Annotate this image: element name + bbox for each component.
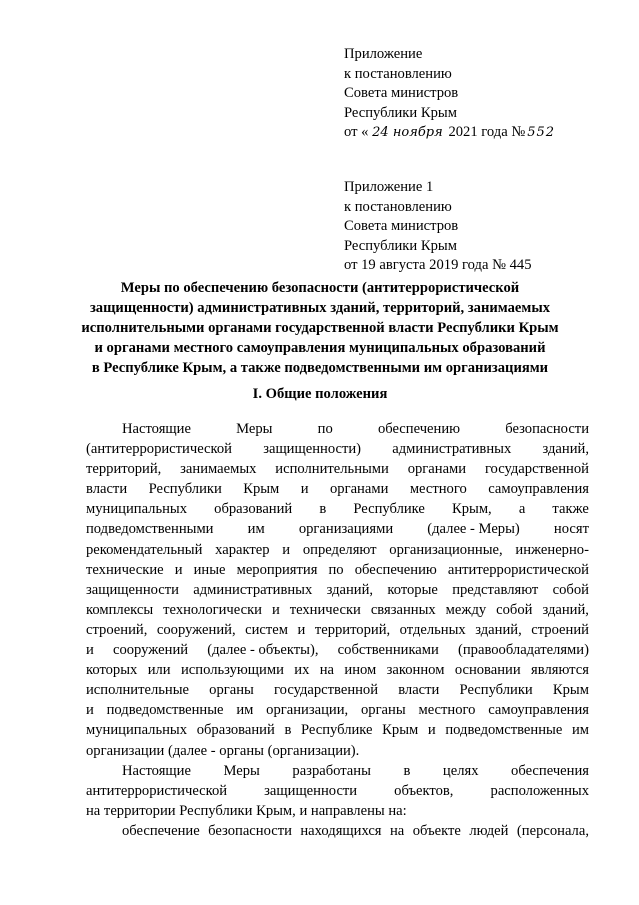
body-word: государственной <box>274 682 379 699</box>
body-word: связанных <box>370 601 436 618</box>
body-word: Крым <box>552 682 589 699</box>
body-word: и <box>86 642 94 659</box>
body-word: определяют <box>302 541 377 558</box>
body-word: им <box>247 521 265 538</box>
body-word: образований <box>196 722 275 739</box>
section-heading: I. Общие положения <box>252 386 388 402</box>
body-word: мероприятия <box>236 561 318 578</box>
handwritten-date: 24 ноября <box>372 125 443 141</box>
body-word: по <box>328 561 344 578</box>
body-word: административных <box>392 441 512 458</box>
body-line <box>86 822 589 842</box>
body-line <box>86 541 589 561</box>
appendix-line: Совета министров <box>344 85 459 102</box>
body-word: в <box>403 762 411 779</box>
body-word: представляют <box>452 581 539 598</box>
body-word: а <box>518 501 526 518</box>
body-line <box>86 661 589 681</box>
appendix-line: Приложение <box>344 46 423 62</box>
body-word: объекте <box>412 822 461 839</box>
body-word: безопасности <box>208 822 292 839</box>
body-line <box>86 762 589 782</box>
body-word: муниципальных <box>86 501 188 518</box>
body-word: организационные, <box>389 541 503 558</box>
body-word: между <box>445 601 487 618</box>
body-word: находящихся <box>300 822 382 839</box>
body-word: на <box>389 822 405 839</box>
body-word: комплексы <box>86 601 154 618</box>
body-word: технически <box>289 601 361 618</box>
body-word: защищенности <box>264 782 358 799</box>
appendix-line: Приложение 1 <box>344 179 434 195</box>
body-word: образований <box>214 501 293 518</box>
original-appendix-header <box>344 178 634 276</box>
body-word: зданий, <box>475 621 522 638</box>
body-line <box>86 601 589 621</box>
body-word: обеспечение <box>122 822 200 839</box>
body-word: и <box>271 601 280 618</box>
body-word: органами <box>329 481 389 498</box>
body-word: подведомственные <box>445 722 563 739</box>
body-word: собой <box>552 581 589 598</box>
body-line <box>86 721 589 741</box>
body-word: и <box>282 541 291 558</box>
body-word: также <box>552 501 589 518</box>
body-word: и <box>174 561 183 578</box>
body-line <box>86 621 589 641</box>
body-word: которых <box>86 662 138 679</box>
body-word: муниципальных <box>86 722 188 739</box>
body-word: им <box>236 702 254 719</box>
appendix-line: к постановлению <box>344 65 452 82</box>
body-word: Меры <box>223 762 260 779</box>
body-line <box>86 701 589 721</box>
appendix-line: Республики Крым <box>344 237 457 254</box>
body-word: и <box>427 722 436 739</box>
body-word: на <box>319 662 335 679</box>
body-word: защищенности <box>86 581 179 598</box>
body-word: обеспечению <box>354 561 437 578</box>
body-word: (далее - Меры) <box>427 521 520 538</box>
body-word: зданий, <box>542 601 589 618</box>
body-word: исполнительные <box>86 682 189 699</box>
title-line: и органами местного самоуправления муниципальных образований <box>94 340 546 357</box>
body-line <box>86 641 589 661</box>
body-word: основании <box>454 662 521 679</box>
body-word: (персонала, <box>516 822 589 839</box>
body-word: самоуправления <box>488 481 589 498</box>
body-word: в <box>319 501 327 518</box>
body-word: безопасности <box>505 421 589 437</box>
body-word: органами <box>407 461 467 478</box>
body-word: Республике <box>301 722 373 739</box>
document-title <box>20 278 620 378</box>
body-word: обеспечения <box>511 762 589 779</box>
body-word: самоуправления <box>488 702 589 719</box>
body-word: (антитеррористической <box>86 441 232 458</box>
body-word: (правообладателями) <box>458 642 589 659</box>
handwritten-number: 552 <box>527 125 556 141</box>
body-word: объектов, <box>394 782 454 799</box>
appendix-line: Республики Крым <box>344 104 457 121</box>
title-line: исполнительными органами государственной власти Республики Крым <box>81 320 559 337</box>
body-word: власти <box>86 481 128 498</box>
body-line <box>86 561 589 581</box>
body-word: обеспечению <box>377 421 461 437</box>
body-line <box>86 440 589 460</box>
body-word: сооружений <box>112 642 189 659</box>
body-word: административных <box>193 581 313 598</box>
body-word: ином <box>344 662 377 679</box>
body-word: и <box>300 481 309 498</box>
body-word: организациями <box>298 521 394 538</box>
body-line <box>86 742 589 762</box>
title-line: Меры по обеспечению безопасности (антитеррористической <box>120 280 520 296</box>
body-word: собой <box>496 601 533 618</box>
body-word: на территории Республики Крым, и направлены на: <box>86 802 407 819</box>
appendix-date-line <box>344 123 634 143</box>
appendix-line: от 19 августа 2019 года № 445 <box>344 257 532 274</box>
body-word: подведомственными <box>86 521 214 538</box>
body-word: использующими <box>181 662 284 679</box>
body-word: власти <box>398 682 440 699</box>
body-line <box>86 420 589 440</box>
body-word: технические <box>86 561 164 578</box>
body-word: защищенности) <box>263 441 362 458</box>
body-word: законном <box>386 662 445 679</box>
body-word: местного <box>418 702 476 719</box>
body-word: территорий, <box>314 621 391 638</box>
body-word: или <box>147 662 171 679</box>
body-word: Настоящие <box>122 421 191 437</box>
body-word: целях <box>442 762 479 779</box>
appendix-line: к постановлению <box>344 198 452 215</box>
body-word: антитеррористической <box>447 561 589 578</box>
body-word: Крым <box>382 722 419 739</box>
body-word: в <box>284 722 292 739</box>
appendix-header <box>344 45 634 143</box>
body-word: территорий, <box>86 461 162 478</box>
body-word: зданий, <box>326 581 374 598</box>
body-word: являются <box>531 662 589 679</box>
body-word: подведомственные <box>106 702 224 719</box>
body-word: организации, <box>266 702 349 719</box>
body-word: технологически <box>163 601 262 618</box>
body-line <box>86 480 589 500</box>
body-word: отдельных <box>399 621 466 638</box>
body-word: Крым, <box>451 501 492 518</box>
body-word: собственниками <box>337 642 439 659</box>
body-word: сооружений, <box>156 621 236 638</box>
body-word: строений <box>531 621 589 638</box>
title-line: в Республике Крым, а также подведомственными им организациями <box>91 360 549 377</box>
body-text <box>86 420 589 842</box>
body-word: разработаны <box>292 762 371 779</box>
body-word: по <box>317 421 333 437</box>
body-word: строений, <box>86 621 148 638</box>
body-word: (далее - объекты), <box>207 642 319 659</box>
body-word: государственной <box>484 461 589 478</box>
body-line <box>86 782 589 802</box>
body-word: Республике <box>353 501 425 518</box>
body-word: и <box>86 702 94 719</box>
body-word: систем <box>245 621 288 638</box>
body-word: Меры <box>236 421 273 437</box>
body-word: которые <box>387 581 438 598</box>
body-word: Республики <box>459 682 533 699</box>
body-word: Настоящие <box>122 762 191 779</box>
body-word: антитеррористической <box>86 782 228 799</box>
appendix-line: Совета министров <box>344 218 459 235</box>
body-word: Республики <box>148 481 222 498</box>
body-word: носят <box>553 521 589 538</box>
body-word: расположенных <box>490 782 589 799</box>
body-word: зданий, <box>542 441 589 458</box>
date-prefix: от « <box>344 124 369 141</box>
body-word: иные <box>193 561 226 578</box>
title-line: защищенности) административных зданий, территорий, занимаемых <box>89 300 551 317</box>
year-text: 2021 года № <box>448 124 526 141</box>
body-word: органы <box>209 682 254 699</box>
body-word: занимаемых <box>180 461 257 478</box>
body-word: исполнительными <box>275 461 389 478</box>
body-line <box>86 581 589 601</box>
body-word: и <box>297 621 306 638</box>
body-word: людей <box>469 822 509 839</box>
body-word: инженерно- <box>515 541 589 558</box>
body-word: их <box>294 662 310 679</box>
body-line <box>86 802 589 822</box>
body-line <box>86 520 589 540</box>
body-word: рекомендательный <box>86 541 203 558</box>
body-word: организации (далее - органы (организации). <box>86 742 360 759</box>
body-word: характер <box>215 541 270 558</box>
body-line <box>86 500 589 520</box>
body-word: Крым <box>243 481 280 498</box>
body-word: местного <box>409 481 467 498</box>
body-line <box>86 460 589 480</box>
body-word: органы <box>360 702 406 719</box>
body-line <box>86 681 589 701</box>
body-word: им <box>571 722 589 739</box>
